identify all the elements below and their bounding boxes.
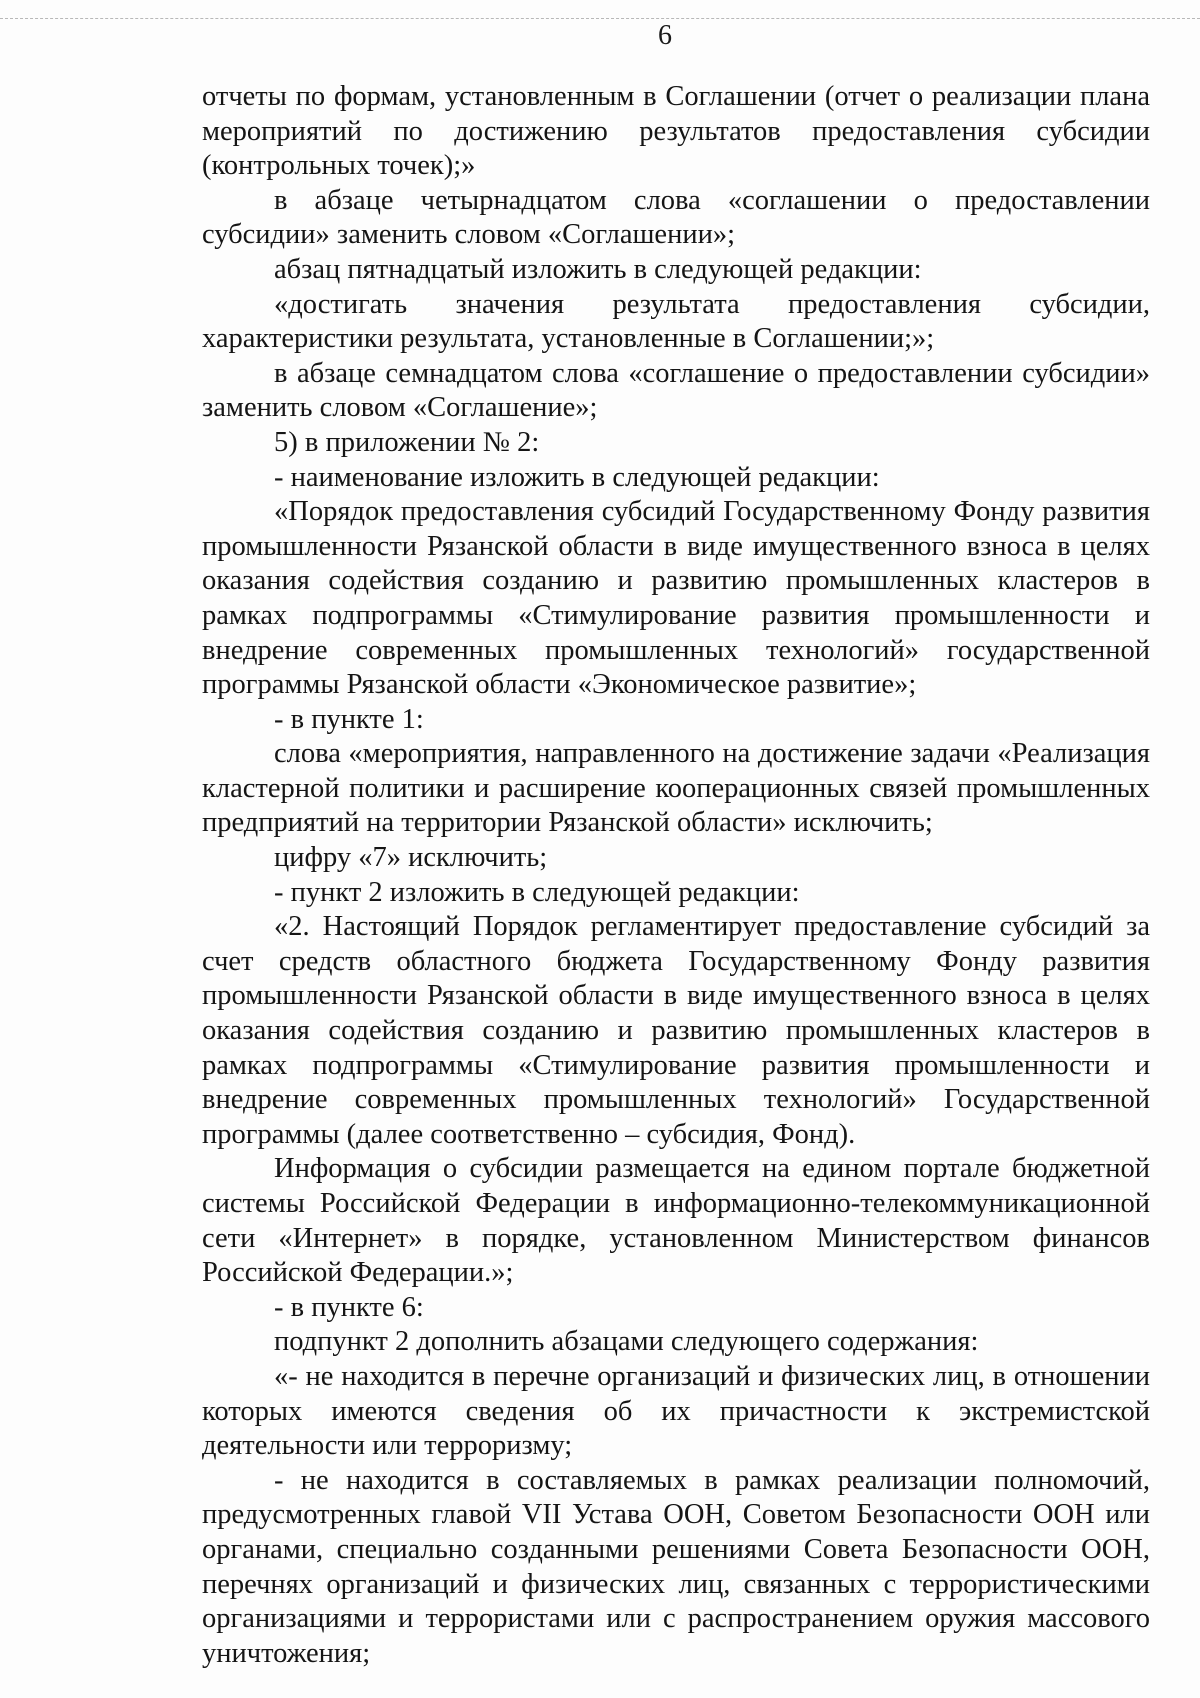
paragraph-7: - наименование изложить в следующей редакции: (274, 461, 880, 493)
paragraph-17: «- не находится в перечне организаций и физических лиц, в отношении которых имеются сведения об их причастности к экстремистской деятельности или терроризму; (202, 1360, 1150, 1462)
paragraph-2: в абзаце четырнадцатом слова «соглашении о предоставлении субсидии» заменить словом «Соглашении»; (202, 184, 1150, 251)
paragraph-11: цифру «7» исключить; (274, 842, 548, 874)
paragraph-12: - пункт 2 изложить в следующей редакции: (274, 876, 800, 908)
page-number: 6 (658, 20, 672, 51)
paragraph-10: слова «мероприятия, направленного на достижение задачи «Реализация кластерной политики и расширение кооперационных связей промышленных предприятий на территории Рязанской области» исключить; (202, 738, 1150, 839)
paragraph-8: «Порядок предоставления субсидий Государственному Фонду развития промышленности Рязанской области в виде имущественного взноса в целях оказания содействия созданию и развитию промышленных кластеров в рамках подпрограммы «Стимулирование развития промышленности и внедрение современных промышленных технологий» государственной программы Рязанской области «Экономическое развитие»; (202, 496, 1150, 701)
paragraph-5: в абзаце семнадцатом слова «соглашение о предоставлении субсидии» заменить словом «Соглашение»; (202, 357, 1150, 424)
paragraph-4: «достигать значения результата предоставления субсидии, характеристики результата, установленные в Соглашении;»; (202, 288, 1150, 355)
paragraph-16: подпункт 2 дополнить абзацами следующего содержания: (274, 1326, 979, 1358)
paragraph-3: абзац пятнадцатый изложить в следующей редакции: (274, 253, 922, 285)
paragraph-13: «2. Настоящий Порядок регламентирует предоставление субсидий за счет средств областного бюджета Государственному Фонду развития промышленности Рязанской области в виде имущественного взноса в целях оказания содействия созданию и развитию промышленных кластеров в рамках подпрограммы «Стимулирование развития промышленности и внедрение современных промышленных технологий» Государственной программы (далее соответственно – субсидия, Фонд). (202, 911, 1150, 1150)
paragraph-9: - в пункте 1: (274, 703, 424, 735)
document-body (202, 80, 1150, 1671)
paragraph-14: Информация о субсидии размещается на едином портале бюджетной системы Российской Федерации в информационно-телекоммуникационной сети «Интернет» в порядке, установленном Министерством финансов Российской Федерации.»; (202, 1153, 1150, 1289)
paragraph-6: 5) в приложении № 2: (274, 426, 540, 458)
paragraph-18: - не находится в составляемых в рамках реализации полномочий, предусмотренных главой VII Устава ООН, Советом Безопасности ООН или органами, специально созданными решениями Совета Безопасности ООН, перечнях организаций и физических лиц, связанных с террористическими организациями и террористами или с распространением оружия массового уничтожения; (202, 1464, 1150, 1669)
paragraph-1: отчеты по формам, установленным в Соглашении (отчет о реализации плана мероприятий по достижению результатов предоставления субсидии (контрольных точек);» (202, 81, 1150, 182)
paragraph-15: - в пункте 6: (274, 1291, 424, 1323)
scan-edge-line (0, 18, 1200, 19)
